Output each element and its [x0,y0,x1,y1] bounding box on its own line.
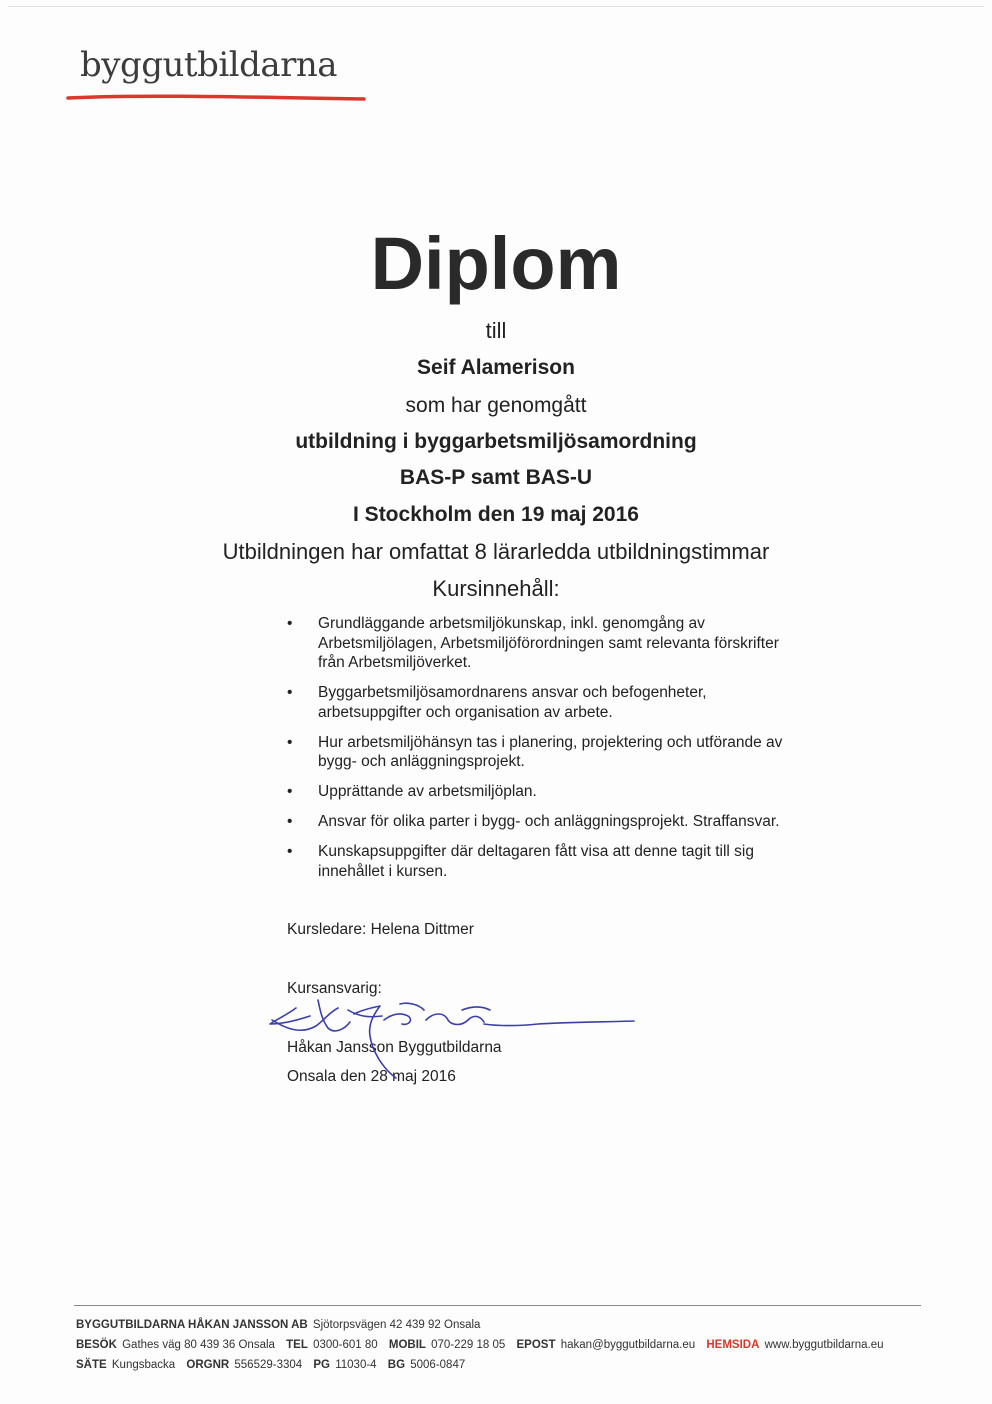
logo-underline [66,93,366,103]
footer-tel: 0300-601 80 [313,1339,378,1351]
course-name: utbildning i byggarbetsmiljösamordning [295,430,697,453]
list-item-line: Hur arbetsmiljöhänsyn tas i planering, projektering och utförande av [318,733,783,751]
list-item-line: bygg- och anläggningsprojekt. [318,753,525,770]
list-item-line: Ansvar för olika parter i bygg- och anläggningsprojekt. Straffansvar. [318,813,780,830]
footer-line-1 [76,1319,956,1331]
footer-sate-label: SÄTE [76,1359,107,1371]
footer-mobil: 070-229 18 05 [431,1339,506,1351]
list-item [287,812,847,832]
footer-sate: Kungsbacka [111,1359,176,1371]
list-item-line: innehållet i kursen. [318,862,448,880]
list-item-line: från Arbetsmiljöverket. [318,654,472,671]
footer-orgnr: 556529-3304 [234,1359,303,1371]
handwritten-signature [258,990,638,1085]
bullet-icon: • [287,783,293,800]
footer-divider [74,1305,921,1306]
list-item-line: Grundläggande arbetsmiljökunskap, inkl. genomgång av [318,615,705,632]
scan-top-edge [8,6,984,7]
course-responsible-label: Kursansvarig: [287,980,382,997]
footer-mobil-label: MOBIL [388,1339,426,1351]
footer-pg-label: PG [313,1359,331,1371]
bullet-icon: • [287,733,293,751]
course-subtitle: BAS-P samt BAS-U [399,466,593,489]
signing-place-date: Onsala den 28 maj 2016 [287,1068,456,1085]
footer-besok-label: BESÖK [76,1339,117,1351]
footer-besok: Gathes väg 80 439 36 Onsala [122,1339,275,1351]
footer-epost: hakan@byggutbildarna.eu [560,1339,696,1351]
till-text: till [485,318,507,343]
footer-hemsida: www.byggutbildarna.eu [764,1339,884,1351]
training-hours: Utbildningen har omfattat 8 lärarledda utbildningstimmar [222,539,770,564]
completed-text: som har genomgått [405,394,587,417]
bullet-icon: • [287,615,293,632]
footer-bg-label: BG [387,1359,406,1371]
bullet-icon: • [287,684,293,701]
list-item-line: Kunskapsuppgifter där deltagaren fått visa att denne tagit till sig [318,843,754,860]
footer-hemsida-label: HEMSIDA [706,1339,760,1351]
list-item-line: Upprättande av arbetsmiljöplan. [318,783,537,800]
footer-bg: 5006-0847 [410,1359,466,1371]
footer-pg: 11030-4 [335,1359,377,1371]
list-item-line: Byggarbetsmiljösamordnarens ansvar och befogenheter, [318,684,707,701]
logo-wordmark: byggutbildarna [80,45,338,85]
list-item [287,733,847,772]
list-item-line: Arbetsmiljölagen, Arbetsmiljöförordningen samt relevanta förskrifter [318,634,779,652]
content-heading: Kursinnehåll: [432,576,560,601]
list-item [287,782,847,802]
list-item [287,614,847,673]
footer-address: Sjötorpsvägen 42 439 92 Onsala [312,1319,481,1331]
course-leader: Kursledare: Helena Dittmer [287,921,474,938]
signer-name: Håkan Jansson Byggutbildarna [287,1039,502,1056]
byggutbildarna-logo [80,45,370,107]
footer-line-3 [76,1359,956,1371]
recipient-name: Seif Alamerison [417,356,575,379]
course-content-list [287,614,847,892]
course-place-date: I Stockholm den 19 maj 2016 [353,503,639,526]
bullet-icon: • [287,843,293,860]
footer-tel-label: TEL [286,1339,308,1351]
list-item-line: arbetsuppgifter och organisation av arbete. [318,703,613,721]
footer-epost-label: EPOST [516,1339,556,1351]
list-item [287,842,847,881]
footer-orgnr-label: ORGNR [186,1359,230,1371]
bullet-icon: • [287,813,293,830]
footer-company: BYGGUTBILDARNA HÅKAN JANSSON AB [76,1319,308,1331]
footer-line-2 [76,1339,956,1351]
list-item [287,683,847,722]
diploma-title: Diplom [370,222,622,305]
